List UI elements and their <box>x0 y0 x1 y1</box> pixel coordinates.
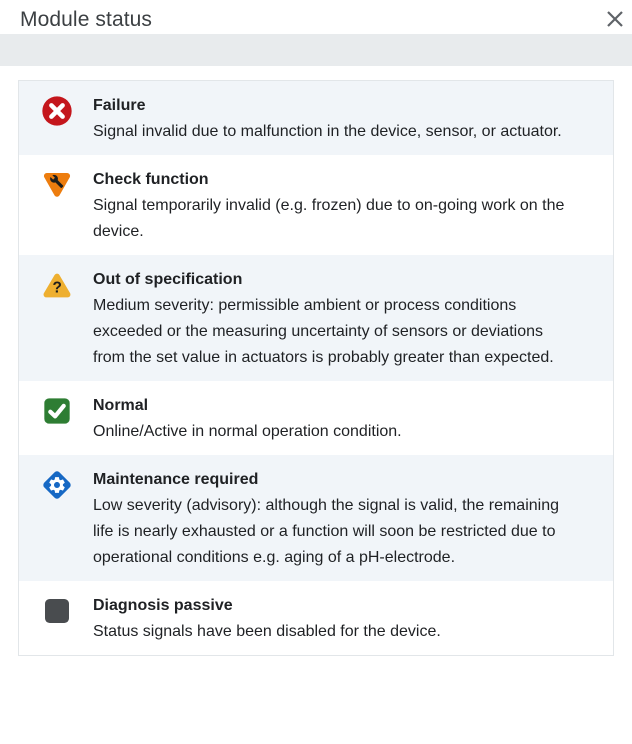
svg-text:?: ? <box>52 279 62 297</box>
status-row-out-of-specification <box>19 255 613 381</box>
normal-icon <box>41 395 73 427</box>
status-legend-card <box>18 80 614 656</box>
status-description: Medium severity: permissible ambient or process conditions exceeded or the measuring uncertainty of sensors or deviations from the set value in actuators is probably greater than expected. <box>93 297 554 366</box>
status-title: Out of specification <box>93 271 243 288</box>
dialog-title: Module status <box>20 8 153 31</box>
status-row-check-function <box>19 155 613 255</box>
status-title: Check function <box>93 171 209 188</box>
close-button[interactable] <box>601 6 629 34</box>
status-description: Signal invalid due to malfunction in the device, sensor, or actuator. <box>93 123 562 140</box>
dialog-content <box>0 66 632 656</box>
failure-icon <box>41 95 73 127</box>
status-row-failure <box>19 81 613 155</box>
header-band <box>0 34 632 66</box>
status-description: Low severity (advisory): although the signal is valid, the remaining life is nearly exhausted or a function will soon be restricted due to operational conditions e.g. aging of a pH-electrode. <box>93 497 560 566</box>
status-title: Failure <box>93 97 146 114</box>
status-description: Signal temporarily invalid (e.g. frozen) due to on-going work on the device. <box>93 197 565 240</box>
dialog-header <box>0 0 632 34</box>
status-title: Diagnosis passive <box>93 597 233 614</box>
maintenance-required-icon <box>41 469 73 501</box>
check-function-icon <box>41 169 73 201</box>
out-of-specification-icon <box>41 269 73 301</box>
status-description: Status signals have been disabled for the device. <box>93 623 441 640</box>
status-title: Normal <box>93 397 149 414</box>
close-icon <box>603 7 627 34</box>
status-title: Maintenance required <box>93 471 259 488</box>
status-row-normal <box>19 381 613 455</box>
status-row-maintenance-required <box>19 455 613 581</box>
diagnosis-passive-icon <box>41 595 73 627</box>
status-description: Online/Active in normal operation condition. <box>93 423 402 440</box>
status-row-diagnosis-passive <box>19 581 613 655</box>
